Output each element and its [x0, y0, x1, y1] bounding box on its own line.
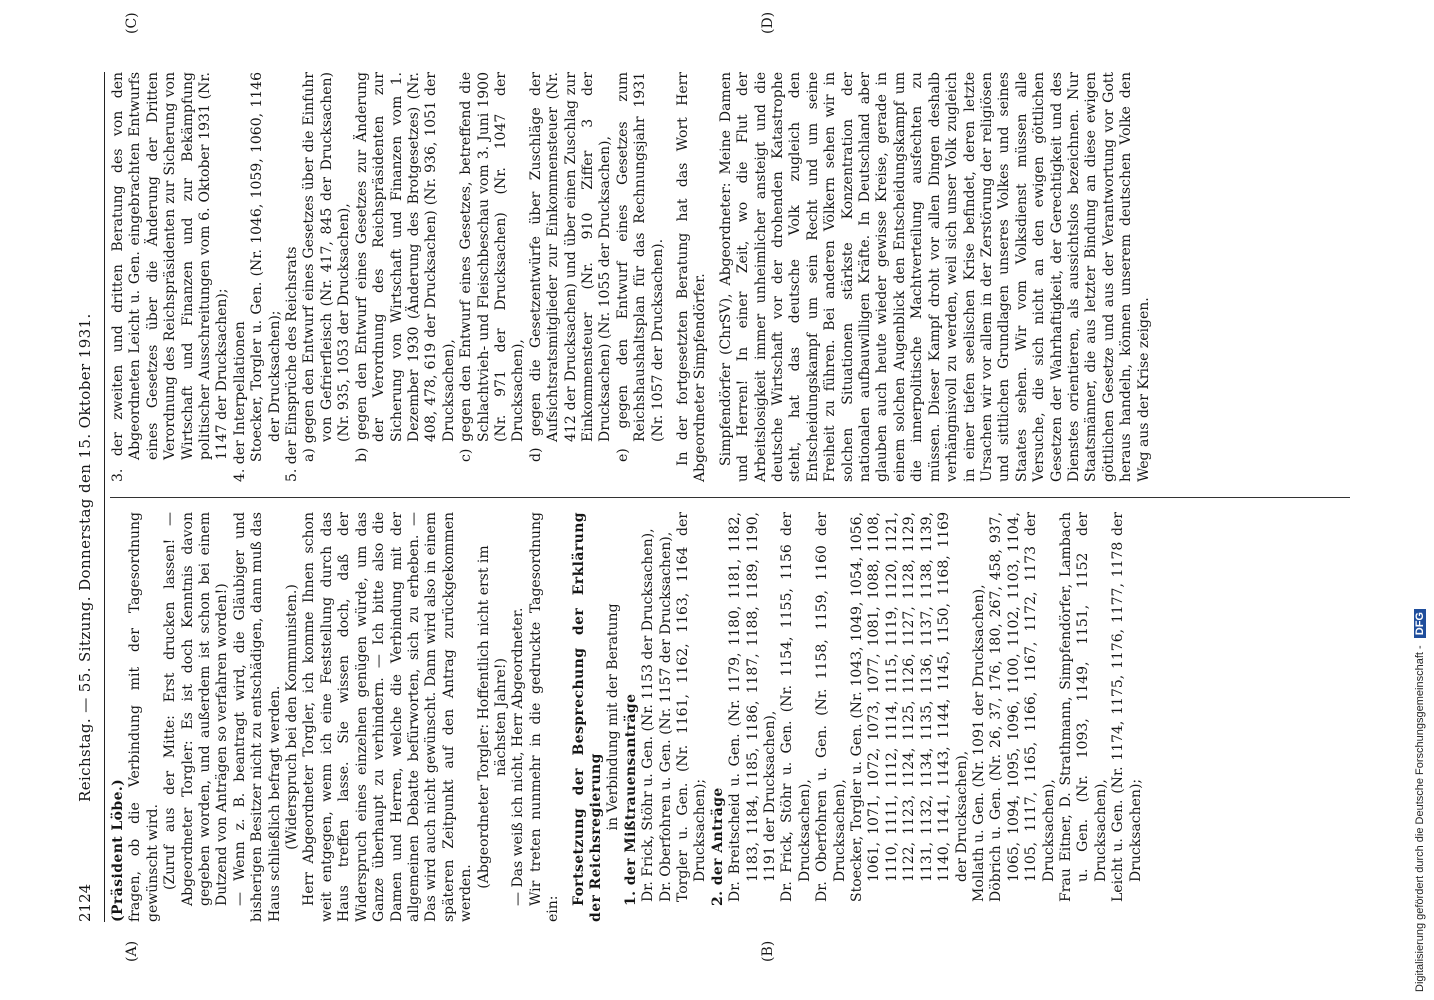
running-title: Reichstag. — 55. Sitzung. Donnerstag den 15. Oktober 1931. [76, 313, 94, 802]
agenda-item: 1. der Mißtrauensanträge [622, 693, 639, 906]
list-item: Döbrich u. Gen. (Nr. 26, 37, 176, 180, 267, 458, 937, 1065, 1094, 1095, 1096, 1100, 1102, 1103, 1104, 1105, 1117, 1165, 1166, 1167, 1172, 1173 der Drucksachen), [988, 512, 1057, 902]
list-item: Mollath u. Gen. (Nr. 1091 der Drucksachen), [970, 584, 987, 902]
list-item: a) gegen den Entwurf eines Gesetzes über die Einfuhr von Gefrierfleisch (Nr. 417, 845 der Drucksachen) (Nr. 935, 1053 der Drucksachen), [301, 72, 353, 462]
paragraph: — Das weiß ich nicht, Herr Abgeordneter. [510, 607, 527, 906]
list-item: Leicht u. Gen. (Nr. 1174, 1175, 1176, 1177, 1178 der Drucksachen); [1110, 512, 1144, 902]
agenda-item: 4. der Interpellationen [231, 321, 248, 482]
column-divider [110, 497, 1350, 498]
agenda-item: 2. der Anträge [709, 787, 726, 906]
list-item: Dr. Frick, Stöhr u. Gen. (Nr. 1154, 1155, 1156 der Drucksachen), [779, 512, 813, 902]
agenda-item: 3. der zweiten und dritten Beratung des von den Abgeordneten Leicht u. Gen. eingebrachten Entwurfs eines Gesetzes über die Änderung der Dritten Verordnung des Reichspräsidenten zur Sicherung von Wirtschaft und Finanzen und zur Bekämpfung politischer Ausschreitungen vom 6. Oktober 1931 (Nr. 1147 der Drucksachen); [110, 72, 231, 482]
list-item: Frau Eitner, D. Strathmann, Simpfendörfer, Lambach u. Gen. (Nr. 1093, 1149, 1151, 1152 der Drucksachen), [1057, 512, 1109, 902]
interjection: (Widerspruch bei den Kommunisten.) [284, 584, 301, 850]
paragraph: fragen, ob die Verbindung mit der Tagesordnung gewünscht wird. [127, 512, 161, 922]
dfg-logo: DFG [1414, 609, 1426, 638]
paragraph: — Wenn z. B. beantragt wird, die Gläubiger und bisherigen Besitzer nicht zu entschädigen, dann muß das Haus schließlich befragt werden. [231, 512, 283, 922]
paragraph: Herr Abgeordneter Torgler, ich komme Ihnen schon weit entgegen, wenn ich eine Feststellung durch das Haus treffen lasse. Sie wissen doch, daß der Widerspruch eines einzelnen genügen würde, um das Ganze überhaupt zu verhindern. — Ich bitte also die Damen und Herren, welche die Verbindung mit der allgemeinen Debatte befürworten, sich zu erheben. — Das wird auch nicht gewünscht. Dann wird also in einem späteren Zeitpunkt auf den Antrag zurückgekommen werden. [301, 512, 475, 922]
list-item: Dr. Breitscheid u. Gen. (Nr. 1179, 1180, 1181, 1182, 1183, 1184, 1185, 1186, 1187, 1188, 1189, 1190, 1191 der Drucksachen), [727, 512, 779, 902]
margin-mark-b: (B) [760, 940, 776, 962]
page-header [76, 72, 102, 922]
margin-mark-a: (A) [124, 940, 140, 962]
list-item: d) gegen die Gesetzentwürfe über Zuschläge der Aufsichtsratsmitglieder zur Einkommensteuer (Nr. 412 der Drucksachen) und über einen Zuschlag zur Einkommensteuer (Nr. 910 Ziffer 3 der Drucksachen) (Nr. 1055 der Drucksachen), [527, 72, 614, 462]
speaker-tag: (Präsident Löbe.) [110, 778, 126, 922]
list-item: e) gegen den Entwurf eines Gesetzes zum Reichshaushaltsplan für das Rechnungsjahr 1931 (Nr. 1057 der Drucksachen). [614, 72, 666, 462]
right-column [110, 72, 1153, 482]
left-column [110, 512, 1145, 922]
list-item: c) gegen den Entwurf eines Gesetzes, betreffend die Schlachtvieh- und Fleischbeschau vom 3. Juni 1900 (Nr. 971 der Drucksachen) (Nr. 1047 der Drucksachen), [458, 72, 527, 462]
list-item: Stoecker, Torgler u. Gen. (Nr. 1043, 1049, 1054, 1056, 1061, 1071, 1072, 1073, 1077, 1081, 1088, 1108, 1110, 1111, 1112, 1114, 1115, 1119, 1120, 1121, 1122, 1123, 1124, 1125, 1126, 1127, 1128, 1129, 1131, 1132, 1134, 1135, 1136, 1137, 1138, 1139, 1140, 1141, 1143, 1144, 1145, 1150, 1168, 1169 der Drucksachen), [849, 512, 970, 902]
paragraph: Wir treten nunmehr in die gedruckte Tagesordnung ein: [527, 512, 562, 922]
list-item: Dr. Oberfohren u. Gen. (Nr. 1157 der Drucksachen), [657, 531, 674, 902]
list-item: Torgler u. Gen. (Nr. 1161, 1162, 1163, 1164 der Drucksachen); [675, 512, 709, 902]
interjection: (Zuruf aus der Mitte: Erst drucken lassen! — Abgeordneter Torgler: Es ist doch Kenntnis davon gegeben worden, und außerdem ist schon bei einem Dutzend von Anträgen so verfahren worden!) [162, 512, 231, 906]
margin-mark-c: (C) [124, 12, 140, 34]
agenda-subheading: in Verbindung mit der Beratung [605, 603, 622, 831]
header-rule [104, 72, 105, 922]
agenda-heading: Fortsetzung der Besprechung der Erklärung der Reichsregierung [570, 512, 604, 922]
list-item: b) gegen den Entwurf eines Gesetzes zur Änderung der Verordnung des Reichspräsidenten zur Sicherung von Wirtschaft und Finanzen vom 1. Dezember 1930 (Änderung des Brotgesetzes) (Nr. 408, 478, 619 der Drucksachen) (Nr. 936, 1051 der Drucksachen), [353, 72, 457, 462]
list-item: Stoecker, Torgler u. Gen. (Nr. 1046, 1059, 1060, 1146 der Drucksachen); [249, 72, 283, 462]
paragraph: In der fortgesetzten Beratung hat das Wort Herr Abgeordneter Simpfendörfer. [675, 72, 709, 482]
side-note [1414, 8, 1432, 992]
margin-mark-d: (D) [760, 11, 776, 34]
agenda-item: 5. der Einsprüche des Reichsrats [284, 246, 301, 482]
list-item: Dr. Oberfohren u. Gen. (Nr. 1158, 1159, 1160 der Drucksachen), [814, 512, 848, 902]
funding-note: Digitalisierung gefördert durch die Deutsche Forschungsgemeinschaft - [1414, 645, 1426, 992]
interjection: (Abgeordneter Torgler: Hoffentlich nicht erst im nächsten Jahre!) [475, 545, 509, 889]
list-item: Dr. Frick, Stöhr u. Gen. (Nr. 1153 der Drucksachen), [640, 528, 657, 902]
speech-paragraph: Simpfendörfer (ChrSV), Abgeordneter: Meine Damen und Herren! In einer Zeit, wo die Flut der Arbeitslosigkeit immer unheimlicher ansteigt und die deutsche Wirtschaft vor der drohenden Katastrophe steht, hat das deutsche Volk zugleich den Entscheidungskampf um sein Recht und um seine Freiheit zu führen. Bei anderen Völkern sehen wir in solchen Situationen stärkste Konzentration der nationalen aufbauwilligen Kräfte. In Deutschland aber glauben auch heute wieder gewisse Kreise, gerade in einem solchen Augenblick den Entscheidungskampf um die innerpolitische Machtverteilung ausfechten zu müssen. Dieser Kampf droht vor allen Dingen deshalb verhängnisvoll zu werden, weil sich unser Volk zugleich in einer tiefen seelischen Krise befindet, deren letzte Ursachen wir vor allem in der Zerstörung der religiösen und sittlichen Grundlagen unseres Volkes und seines Staates sehen. Wir vom Volksdienst müssen alle Versuche, die sich nicht an den ewigen göttlichen Gesetzen der Wahrhaftigkeit, der Gerechtigkeit und des Dienstes orientieren, als aussichtslos bezeichnen. Nur Staatsmänner, die aus letzter Bindung an diese ewigen göttlichen Gesetze und aus der Verantwortung vor Gott heraus handeln, können unserem deutschen Volke den Weg aus der Krise zeigen. [717, 72, 1152, 482]
page-number: 2124 [76, 883, 94, 922]
